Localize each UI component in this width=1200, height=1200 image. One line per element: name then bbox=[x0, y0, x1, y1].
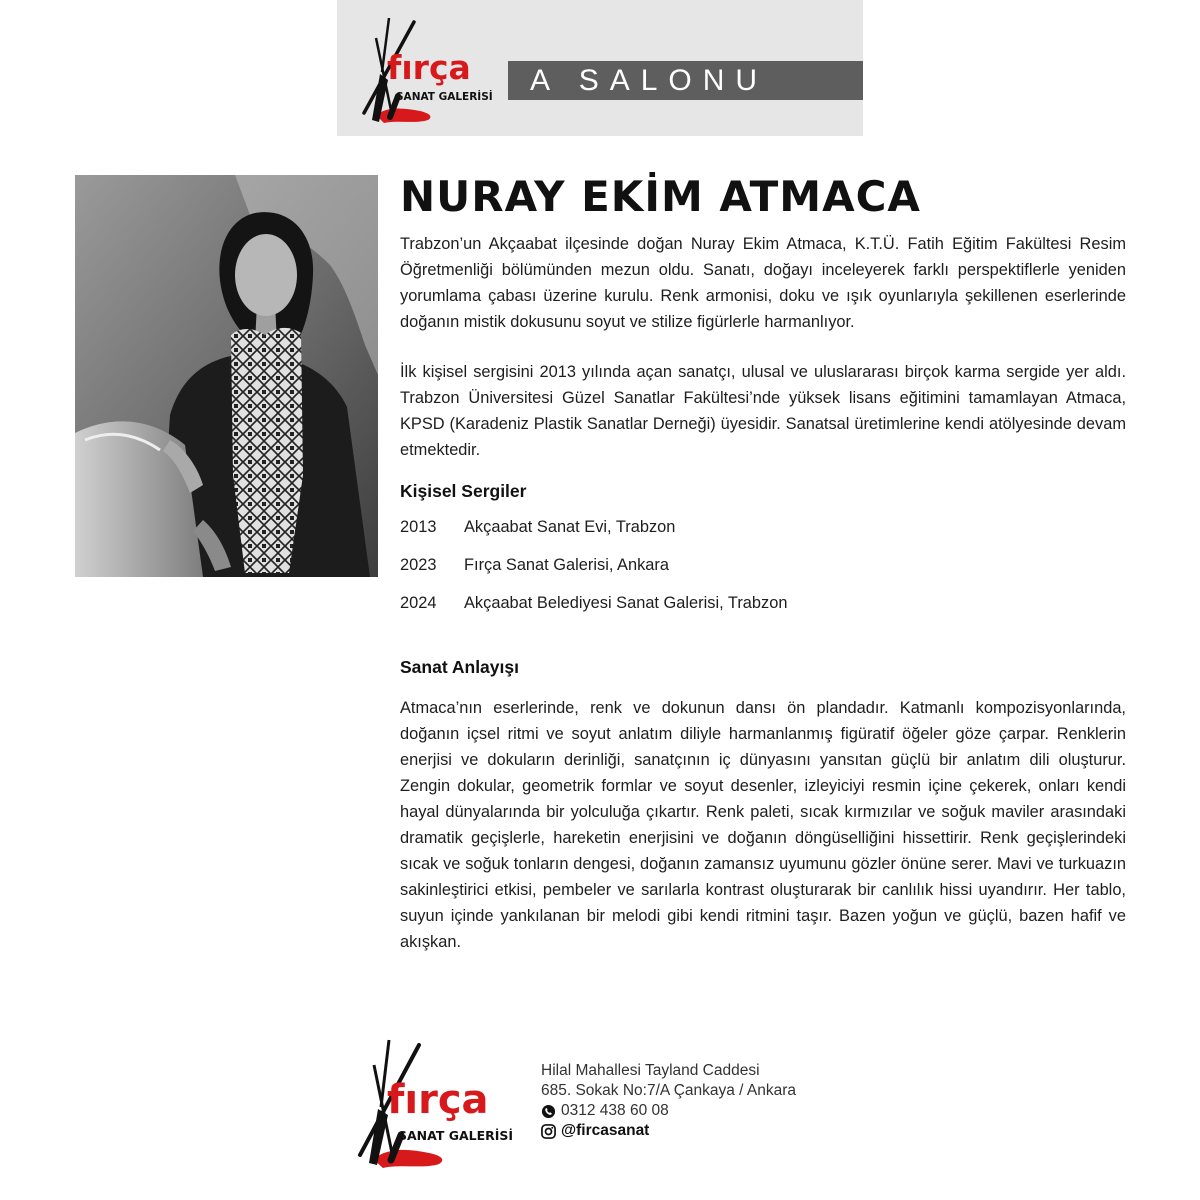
whatsapp-phone-icon bbox=[541, 1104, 556, 1119]
svg-text:fırça: fırça bbox=[387, 1077, 489, 1123]
svg-text:SANAT GALERİSİ: SANAT GALERİSİ bbox=[396, 91, 493, 103]
gallery-address bbox=[541, 1061, 796, 1141]
exhibition-year: 2013 bbox=[400, 518, 437, 536]
bio-paragraph: Trabzon’un Akçaabat ilçesinde doğan Nuray Ekim Atmaca, K.T.Ü. Fatih Eğitim Fakültesi Resim Öğretmenliği bölümünden mezun oldu. Sanatı, doğayı inceleyerek farklı perspektiflerle yeniden yorumlama çabası üzerine kurulu. Renk armonisi, doku ve ışık oyunlarıyla şekillenen eserlerinde doğanın mistik dokusunu soyut ve stilize figürlerle harmanlıyor. bbox=[400, 235, 1126, 331]
svg-text:fırça: fırça bbox=[387, 48, 471, 87]
address-line: Hilal Mahallesi Tayland Caddesi bbox=[541, 1062, 760, 1079]
approach-paragraph: Atmaca’nın eserlerinde, renk ve dokunun dansı ön plandadır. Katmanlı kompozisyonlarında, doğanın içsel ritmi ve soyut anlatım diliyle harmanlanmış figüratif öğeler göze çarpar. Renklerin enerjisi ve dokuların derinliği, sanatçının iç dünyasını yansıtan güçlü bir anlatım dili oluşturur. Zengin dokular, geometrik formlar ve soyut desenler, izleyiciyi resmin içine çekerek, onları kendi hayal dünyalarında bir yolculuğa çıkartır. Renk paleti, sıcak kırmızılar ve soğuk maviler arasındaki dramatik geçişlerle, hareketin enerjisini ve doğanın döngüselliğini hissettirir. Renk geçişlerindeki sıcak ve soğuk tonların dengesi, doğanın zamansız uyumunu gözler önüne serer. Mavi ve turkuazın sakinleştirici etkisi, pembeler ve sarılarla kontrast oluşturarak bir canlılık hissi uyandırır. Her tablo, suyun içinde yankılanan bir melodi gibi kendi ritmini taşır. Bazen yoğun ve güçlü, bazen hafif ve akışkan. bbox=[400, 699, 1126, 951]
artist-photo bbox=[75, 175, 378, 577]
exhibition-year: 2023 bbox=[400, 556, 437, 574]
bio-paragraph: İlk kişisel sergisini 2013 yılında açan sanatçı, ulusal ve uluslararası birçok karma sergide yer aldı. Trabzon Üniversitesi Güzel Sanatlar Fakültesi’nde yüksek lisans eğitimini tamamlayan Atmaca, KPSD (Karadeniz Plastik Sanatlar Derneği) üyesidir. Sanatsal üretimlerine kendi atölyesinde devam etmektedir. bbox=[400, 363, 1126, 459]
exhibition-venue: Fırça Sanat Galerisi, Ankara bbox=[464, 556, 669, 574]
instagram-icon bbox=[541, 1124, 556, 1139]
exhibition-venue: Akçaabat Belediyesi Sanat Galerisi, Trabzon bbox=[464, 594, 788, 612]
exhibition-row bbox=[400, 556, 669, 575]
instagram-contact[interactable] bbox=[541, 1121, 796, 1141]
exhibition-row bbox=[400, 518, 675, 537]
address-line: 685. Sokak No:7/A Çankaya / Ankara bbox=[541, 1082, 797, 1099]
instagram-handle: @fircasanat bbox=[561, 1122, 650, 1139]
exhibition-venue: Akçaabat Sanat Evi, Trabzon bbox=[464, 518, 676, 536]
svg-text:SANAT GALERİSİ: SANAT GALERİSİ bbox=[398, 1128, 514, 1143]
salon-label: A SALONU bbox=[530, 64, 769, 97]
phone-contact[interactable] bbox=[541, 1101, 796, 1121]
exhibition-year: 2024 bbox=[400, 594, 437, 612]
brush-logo-icon bbox=[362, 16, 502, 128]
exhibition-row bbox=[400, 594, 787, 613]
artist-portrait-image bbox=[75, 175, 378, 577]
footer-brush-logo-icon bbox=[357, 1037, 527, 1172]
artist-name: NURAY EKİM ATMACA bbox=[400, 172, 921, 221]
phone-number: 0312 438 60 08 bbox=[561, 1102, 669, 1119]
gallery-logo bbox=[362, 16, 502, 128]
approach-heading: Sanat Anlayışı bbox=[400, 657, 519, 677]
salon-bar bbox=[508, 61, 863, 100]
exhibitions-heading: Kişisel Sergiler bbox=[400, 481, 527, 501]
footer-gallery-logo bbox=[357, 1037, 527, 1172]
